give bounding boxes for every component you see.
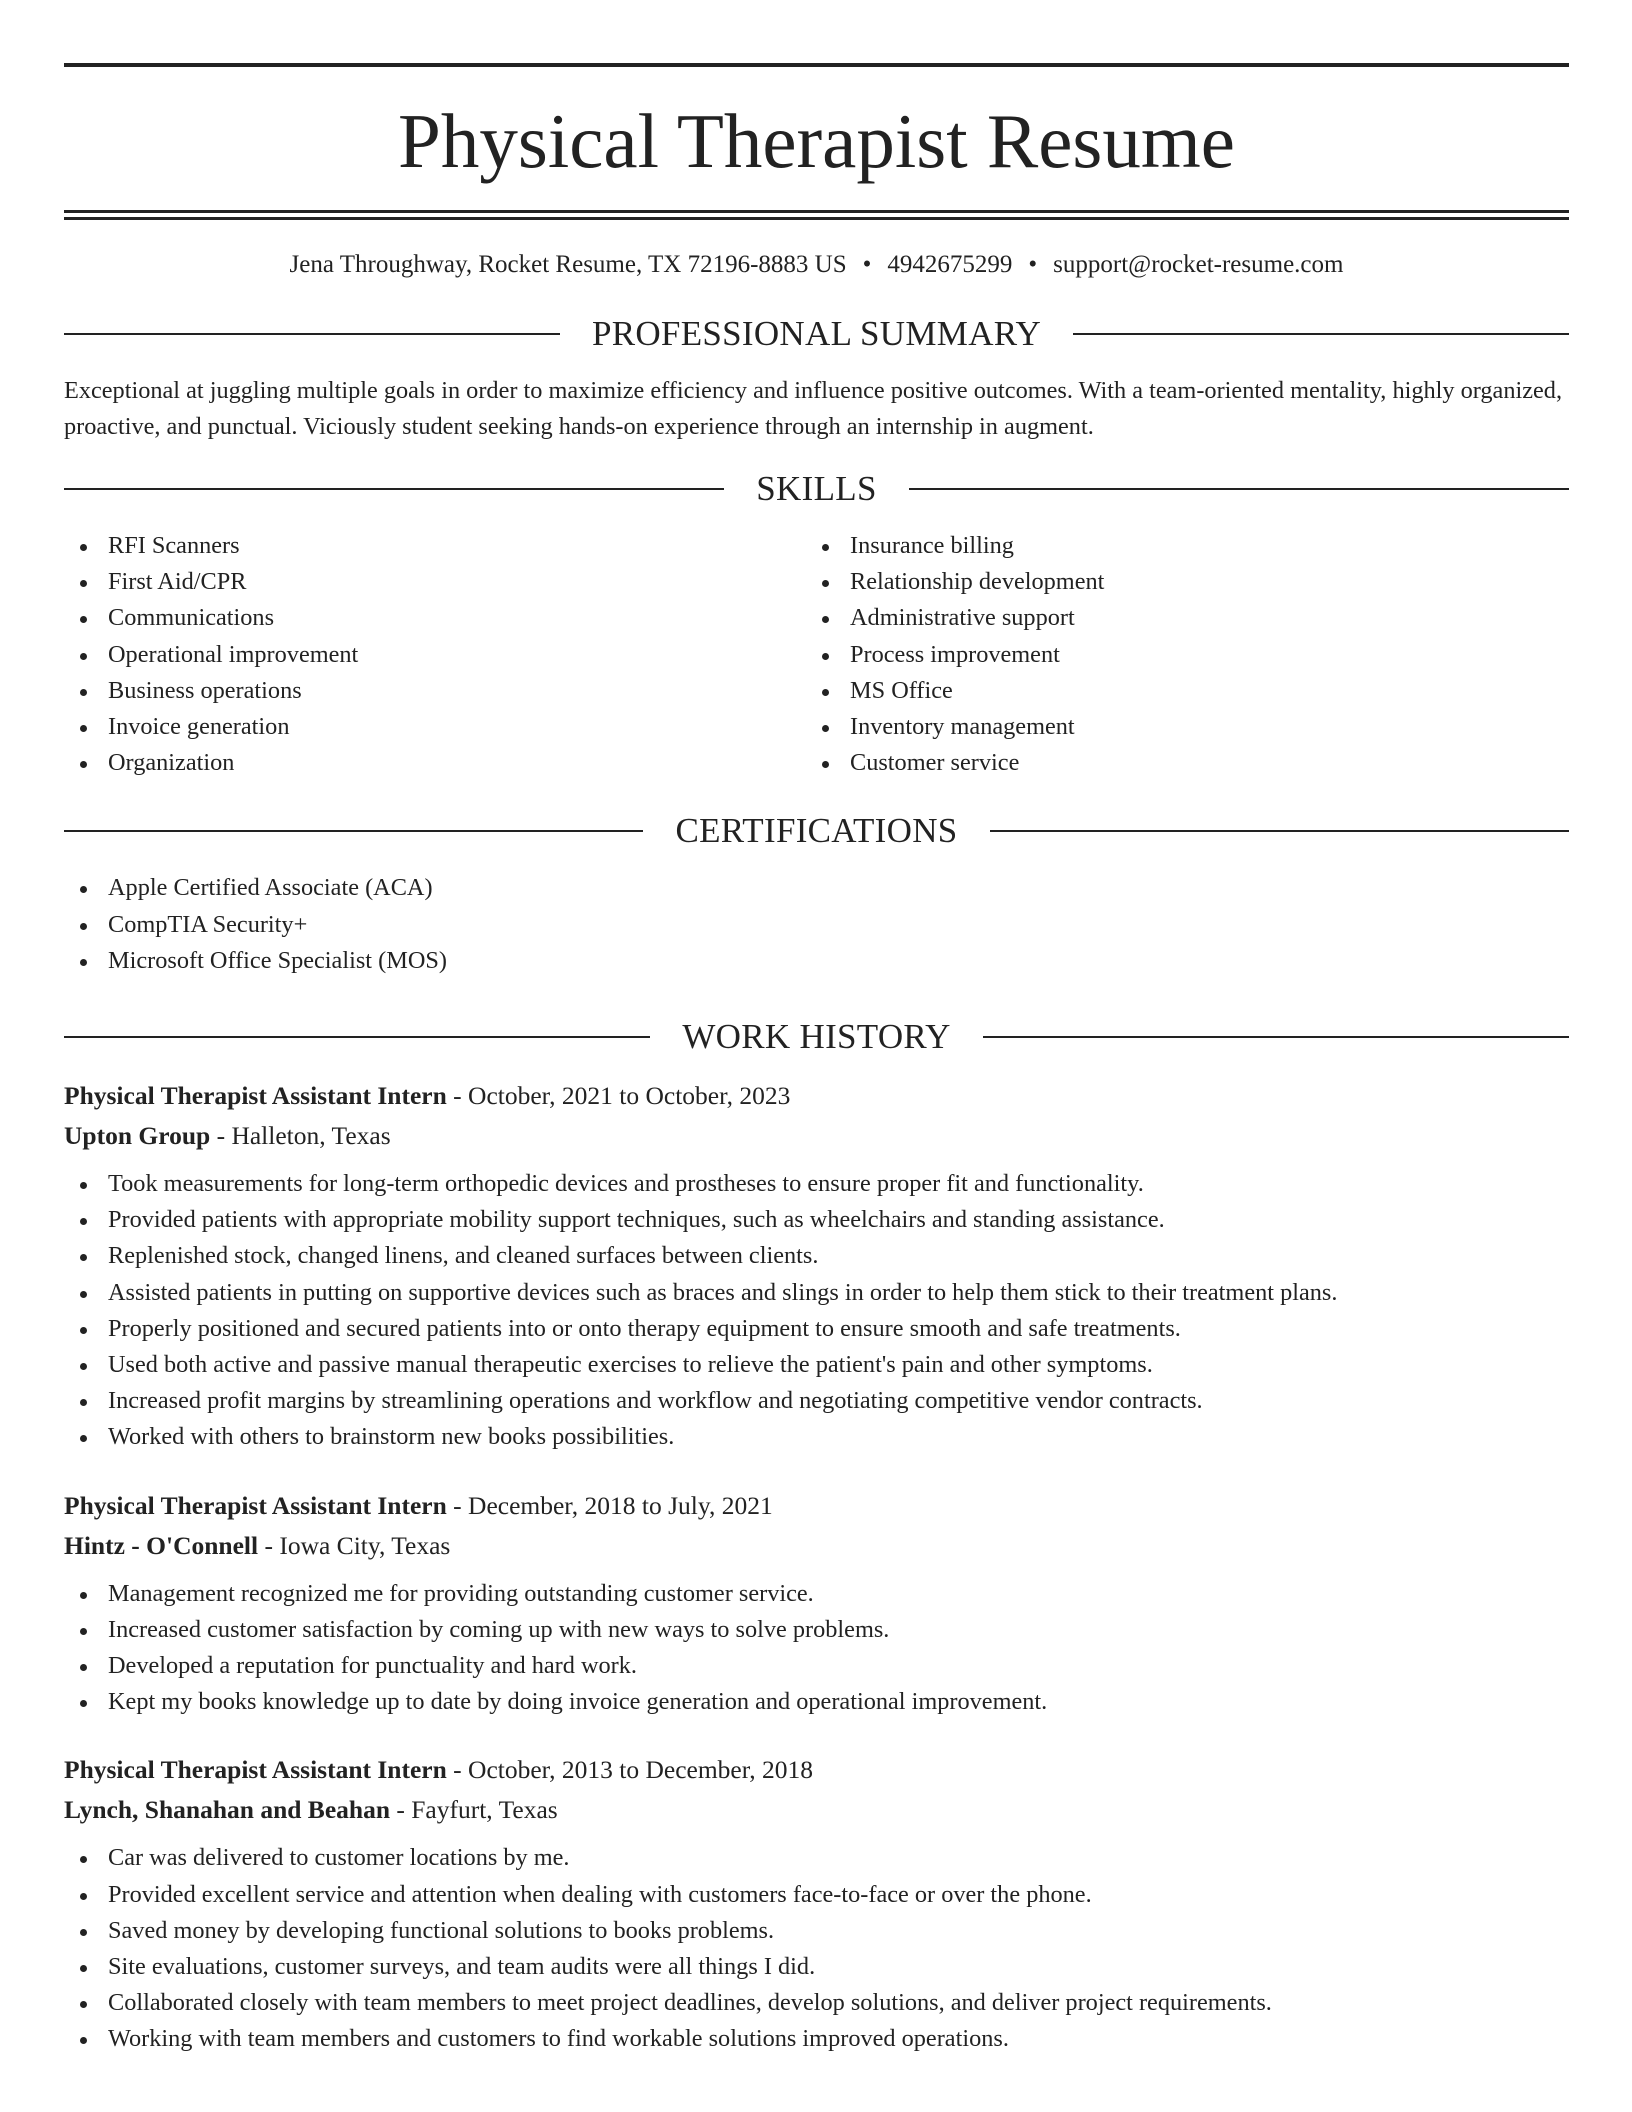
contact-email[interactable]: support@rocket-resume.com: [1053, 251, 1344, 278]
skill-item: Customer service: [806, 745, 1548, 781]
skill-item: Process improvement: [806, 637, 1548, 673]
job-title: Physical Therapist Assistant Intern: [64, 1755, 447, 1785]
job-bullet: Increased customer satisfaction by coming up with new ways to solve problems.: [64, 1612, 1569, 1648]
section-heading-label: SKILLS: [756, 469, 877, 508]
job-company-line: [64, 1526, 1569, 1566]
skill-item: Administrative support: [806, 600, 1548, 636]
top-rule: [64, 63, 1569, 67]
skills-list-left: [64, 528, 806, 781]
skills-grid: [64, 528, 1569, 781]
job-bullet: Assisted patients in putting on supportive devices such as braces and slings in order to help them stick to their treatment plans.: [64, 1275, 1569, 1311]
skill-item: RFI Scanners: [64, 528, 806, 564]
job-bullet: Working with team members and customers to find workable solutions improved operations.: [64, 2021, 1569, 2057]
job-bullet: Worked with others to brainstorm new books possibilities.: [64, 1419, 1569, 1455]
skill-item: Communications: [64, 600, 806, 636]
job-company: Lynch, Shanahan and Beahan: [64, 1795, 390, 1825]
section-heading-label: WORK HISTORY: [682, 1017, 951, 1057]
job-entry: [64, 1486, 1569, 1721]
contact-separator: •: [862, 251, 872, 278]
job-bullet: Took measurements for long-term orthopedic devices and prostheses to ensure proper fit and functionality.: [64, 1166, 1569, 1202]
job-bullets: [64, 1166, 1569, 1456]
certification-item: Microsoft Office Specialist (MOS): [64, 943, 1569, 979]
certifications-list: [64, 870, 1569, 979]
section-heading-certifications: [64, 811, 1569, 851]
job-location: - Iowa City, Texas: [258, 1530, 451, 1560]
job-bullet: Provided excellent service and attention when dealing with customers face-to-face or over the phone.: [64, 1877, 1569, 1913]
job-bullets: [64, 1840, 1569, 2057]
section-heading-label: CERTIFICATIONS: [675, 811, 958, 851]
section-heading-work-history: [64, 1017, 1569, 1057]
heading-rule: [983, 1036, 1569, 1038]
certification-item: CompTIA Security+: [64, 907, 1569, 943]
skill-item: Invoice generation: [64, 709, 806, 745]
section-heading-summary: [64, 316, 1569, 351]
contact-address: Jena Throughway, Rocket Resume, TX 72196-8883 US: [289, 251, 847, 278]
job-dates: - October, 2021 to October, 2023: [446, 1081, 791, 1111]
job-bullet: Kept my books knowledge up to date by doing invoice generation and operational improvement.: [64, 1684, 1569, 1720]
resume-page: [64, 63, 1569, 2058]
contact-separator: •: [1028, 251, 1038, 278]
skill-item: Relationship development: [806, 564, 1548, 600]
job-bullet: Used both active and passive manual therapeutic exercises to relieve the patient's pain and other symptoms.: [64, 1347, 1569, 1383]
job-title-line: [64, 1486, 1569, 1526]
job-bullet: Replenished stock, changed linens, and cleaned surfaces between clients.: [64, 1238, 1569, 1274]
job-bullet: Increased profit margins by streamlining operations and workflow and negotiating competitive vendor contracts.: [64, 1383, 1569, 1419]
job-entry: [64, 1750, 1569, 2057]
heading-rule: [64, 830, 643, 832]
heading-rule: [909, 488, 1569, 490]
skills-list-right: [806, 528, 1548, 781]
job-title: Physical Therapist Assistant Intern: [64, 1490, 447, 1520]
job-bullet: Properly positioned and secured patients into or onto therapy equipment to ensure smooth and safe treatments.: [64, 1311, 1569, 1347]
contact-line: [64, 250, 1569, 280]
job-entry: [64, 1076, 1569, 1456]
job-dates: - October, 2013 to December, 2018: [446, 1755, 813, 1785]
job-location: - Fayfurt, Texas: [390, 1795, 558, 1825]
job-dates: - December, 2018 to July, 2021: [446, 1490, 773, 1520]
job-company-line: [64, 1116, 1569, 1156]
skill-item: Organization: [64, 745, 806, 781]
job-bullets: [64, 1576, 1569, 1721]
job-bullet: Collaborated closely with team members to meet project deadlines, develop solutions, and deliver project requirements.: [64, 1985, 1569, 2021]
job-company: Upton Group: [64, 1121, 211, 1151]
job-location: - Halleton, Texas: [210, 1121, 391, 1151]
job-company-line: [64, 1790, 1569, 1830]
resume-title: Physical Therapist Resume: [398, 98, 1235, 184]
job-bullet: Management recognized me for providing outstanding customer service.: [64, 1576, 1569, 1612]
certification-item: Apple Certified Associate (ACA): [64, 870, 1569, 906]
contact-phone: 4942675299: [887, 251, 1013, 278]
skill-item: Business operations: [64, 673, 806, 709]
job-company: Hintz - O'Connell: [64, 1530, 259, 1560]
skill-item: Inventory management: [806, 709, 1548, 745]
heading-rule: [64, 488, 724, 490]
section-heading-skills: [64, 471, 1569, 506]
job-bullet: Site evaluations, customer surveys, and team audits were all things I did.: [64, 1949, 1569, 1985]
title-double-rule: [64, 210, 1569, 220]
job-bullet: Developed a reputation for punctuality and hard work.: [64, 1648, 1569, 1684]
heading-rule: [64, 333, 560, 335]
skill-item: Operational improvement: [64, 637, 806, 673]
job-title: Physical Therapist Assistant Intern: [64, 1081, 447, 1111]
heading-rule: [990, 830, 1569, 832]
summary-text: Exceptional at juggling multiple goals in order to maximize efficiency and influence positive outcomes. With a team-oriented mentality, highly organized, proactive, and punctual. Viciously student seeking hands-on experience through an internship in augment.: [64, 377, 1563, 440]
job-bullet: Saved money by developing functional solutions to books problems.: [64, 1913, 1569, 1949]
job-bullet: Provided patients with appropriate mobility support techniques, such as wheelchairs and standing assistance.: [64, 1202, 1569, 1238]
section-heading-label: PROFESSIONAL SUMMARY: [591, 314, 1042, 353]
heading-rule: [64, 1036, 650, 1038]
job-title-line: [64, 1076, 1569, 1116]
heading-rule: [1073, 333, 1569, 335]
job-title-line: [64, 1750, 1569, 1790]
job-bullet: Car was delivered to customer locations by me.: [64, 1840, 1569, 1876]
skill-item: First Aid/CPR: [64, 564, 806, 600]
skill-item: MS Office: [806, 673, 1548, 709]
skill-item: Insurance billing: [806, 528, 1548, 564]
